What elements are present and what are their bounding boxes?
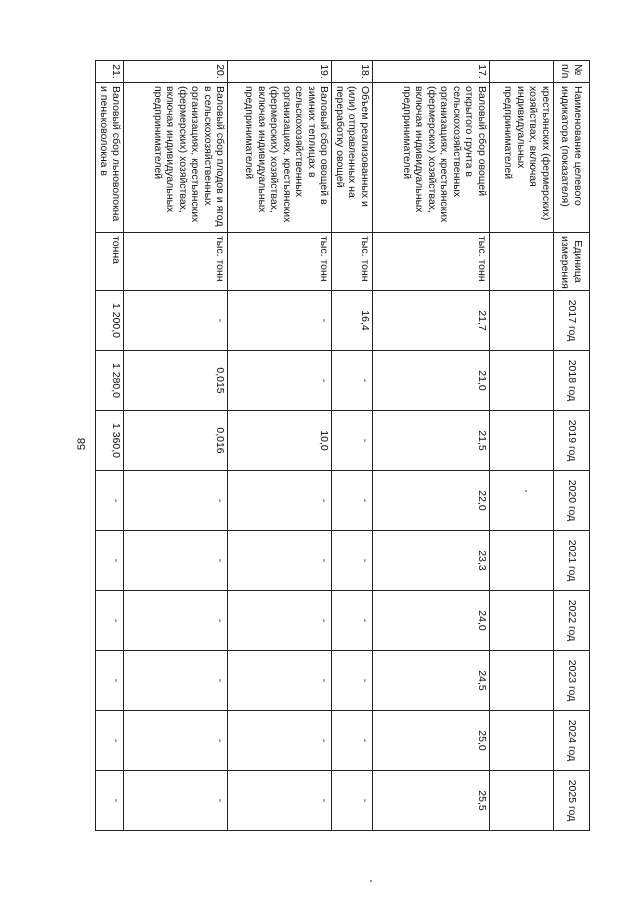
value-cell: 22,0 (373, 471, 490, 531)
value-cell: - (124, 591, 228, 651)
unit-cell: тыс. тонн (228, 233, 332, 291)
indicators-table (96, 60, 591, 831)
value-cell (490, 471, 554, 531)
scan-speck (370, 880, 372, 882)
value-cell: - (96, 591, 124, 651)
value-cell: - (124, 471, 228, 531)
value-cell: - (332, 411, 373, 471)
page-number: 58 (76, 437, 89, 451)
header-unit: Единица измерения (554, 233, 590, 291)
value-cell (490, 771, 554, 831)
value-cell: - (228, 711, 332, 771)
value-cell: - (332, 771, 373, 831)
table-row (332, 61, 373, 831)
value-cell: - (332, 711, 373, 771)
value-cell: 10,0 (228, 411, 332, 471)
value-cell: 21,0 (373, 351, 490, 411)
value-cell: - (228, 291, 332, 351)
value-cell: - (96, 471, 124, 531)
indicator-name: Валовый сбор льноволокна и пеньковолокна в (96, 83, 124, 233)
header-year: 2025 год (554, 771, 590, 831)
value-cell: 1 360,0 (96, 411, 124, 471)
indicator-name: Валовый сбор овощей открытого грунта в сельскохозяйственных организациях, крестьянских (фермерских) хозяйствах, включая индивидуальных предпринимателей (373, 83, 490, 233)
unit-cell: тыс. тонн (332, 233, 373, 291)
indicator-name: Объем реализованных и (или) отправленных на переработку овощей (332, 83, 373, 233)
value-cell: - (96, 651, 124, 711)
value-cell: - (332, 471, 373, 531)
row-number: 18. (332, 61, 373, 83)
header-year: 2019 год (554, 411, 590, 471)
header-year: 2021 год (554, 531, 590, 591)
value-cell: 21,7 (373, 291, 490, 351)
value-cell: - (332, 531, 373, 591)
header-num: № п/п (554, 61, 590, 83)
value-cell: - (332, 651, 373, 711)
indicator-name: крестьянских (фермерских) хозяйствах, включая индивидуальных предпринимателей (490, 83, 554, 233)
value-cell (490, 411, 554, 471)
unit-cell: тыс. тонн (373, 233, 490, 291)
value-cell: 16,4 (332, 291, 373, 351)
row-number: 20. (124, 61, 228, 83)
value-cell: 24,5 (373, 651, 490, 711)
rotated-page-content (100, 60, 590, 830)
table-row (490, 61, 554, 831)
value-cell (490, 591, 554, 651)
value-cell: - (96, 711, 124, 771)
table-row (96, 61, 124, 831)
value-cell: 25,5 (373, 771, 490, 831)
unit-cell (490, 233, 554, 291)
indicator-name: Валовый сбор овощей в зимних теплицах в сельскохозяйственных организациях, крестьянских (фермерских) хозяйствах, включая индивидуальных предпринимателей (228, 83, 332, 233)
row-number (490, 61, 554, 83)
header-year: 2018 год (554, 351, 590, 411)
value-cell (490, 531, 554, 591)
table-row (124, 61, 228, 831)
value-cell: 1 280,0 (96, 351, 124, 411)
header-year: 2017 год (554, 291, 590, 351)
value-cell: - (96, 531, 124, 591)
unit-cell: тыс. тонн (124, 233, 228, 291)
row-number: 17. (373, 61, 490, 83)
value-cell: 21,5 (373, 411, 490, 471)
table-header-row (554, 61, 590, 831)
value-cell: 25,0 (373, 711, 490, 771)
table-row (373, 61, 490, 831)
value-cell: 0,015 (124, 351, 228, 411)
value-cell: - (228, 471, 332, 531)
value-cell: - (228, 531, 332, 591)
value-cell: 1 200,0 (96, 291, 124, 351)
header-name: Наименование целевого индикатора (показателя) (554, 83, 590, 233)
value-cell: - (124, 711, 228, 771)
indicator-name: Валовый сбор плодов и ягод в сельскохозяйственных организациях, крестьянских (фермерских) хозяйствах, включая индивидуальных предпринимателей (124, 83, 228, 233)
header-year: 2023 год (554, 651, 590, 711)
value-cell: - (332, 591, 373, 651)
value-cell: - (228, 651, 332, 711)
value-cell (490, 291, 554, 351)
header-year: 2022 год (554, 591, 590, 651)
value-cell (490, 711, 554, 771)
table-row (228, 61, 332, 831)
unit-cell: тонна (96, 233, 124, 291)
row-number: 19. (228, 61, 332, 83)
value-cell: 23,3 (373, 531, 490, 591)
row-number: 21. (96, 61, 124, 83)
value-cell: 0,016 (124, 411, 228, 471)
value-cell: - (96, 771, 124, 831)
value-cell (490, 651, 554, 711)
value-cell: - (124, 771, 228, 831)
value-cell: - (332, 351, 373, 411)
value-cell: - (228, 351, 332, 411)
value-cell: - (124, 291, 228, 351)
value-cell: 24,0 (373, 591, 490, 651)
value-cell (490, 351, 554, 411)
value-cell: - (124, 531, 228, 591)
header-year: 2020 год (554, 471, 590, 531)
value-cell: - (228, 771, 332, 831)
value-cell: - (124, 651, 228, 711)
scan-speck (525, 490, 527, 492)
header-year: 2024 год (554, 711, 590, 771)
value-cell: - (228, 591, 332, 651)
